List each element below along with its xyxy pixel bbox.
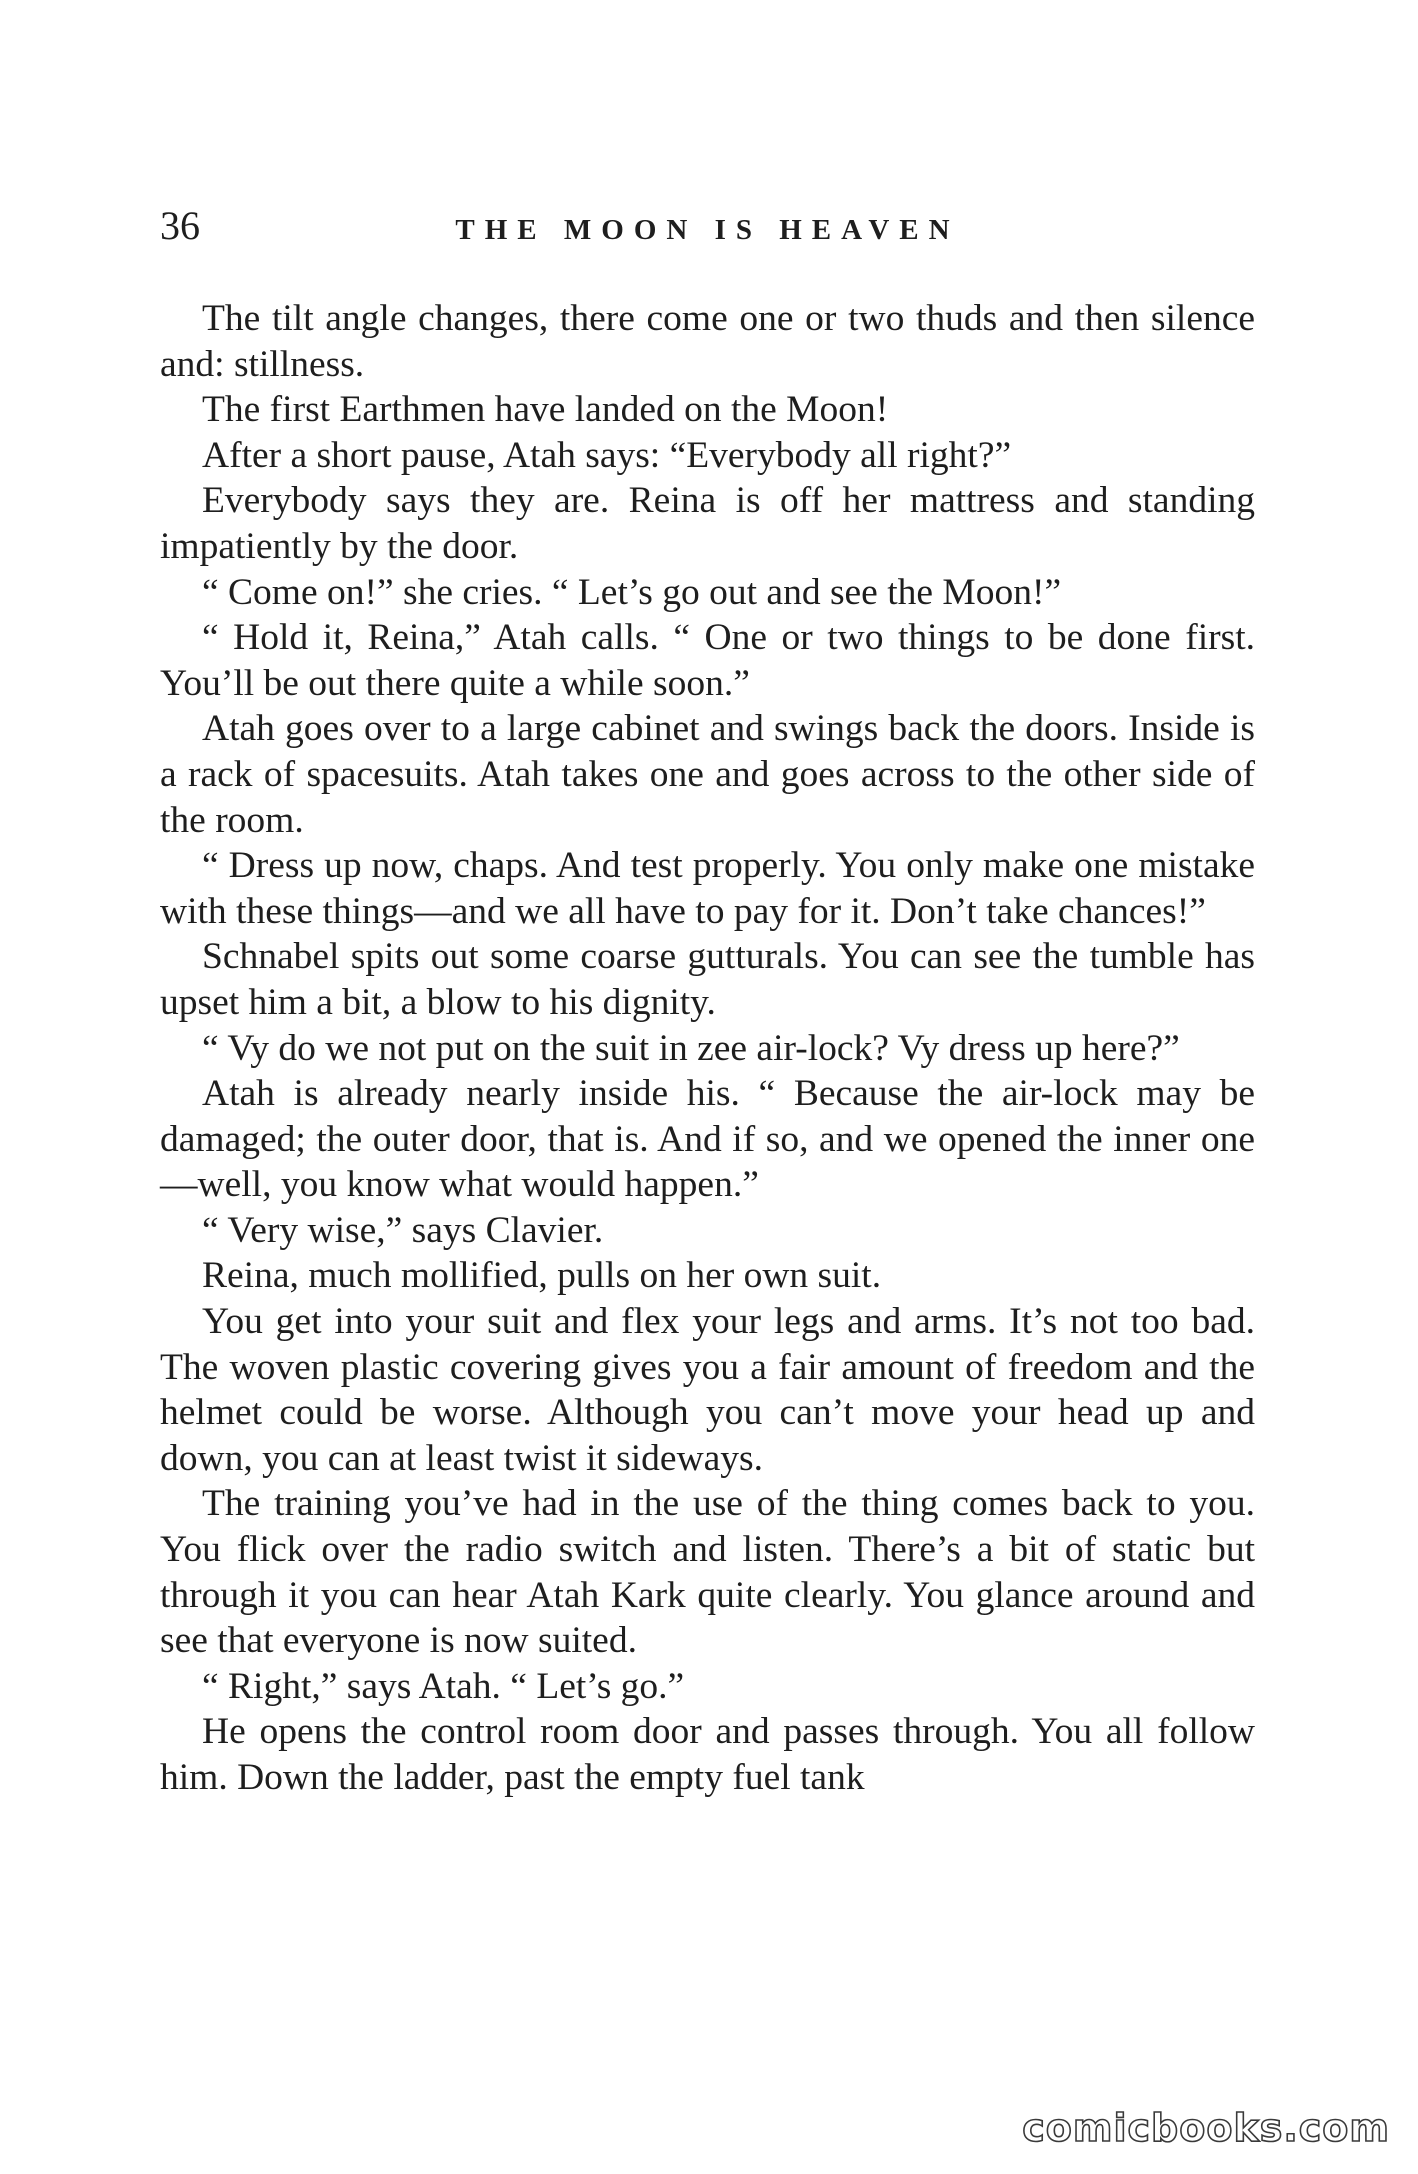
paragraph: After a short pause, Atah says: “Everybody all right?” xyxy=(202,434,1012,476)
running-title: THE MOON IS HEAVEN xyxy=(455,214,960,246)
watermark-logo: comicbooks.com xyxy=(1022,2106,1390,2150)
paragraph: “ Vy do we not put on the suit in zee air-lock? Vy dress up here?” xyxy=(202,1027,1180,1069)
paragraph: Atah goes over to a large cabinet and swings back the doors. Inside is a rack of spacesuits. Atah takes one and goes across to the other side of the room. xyxy=(160,708,1255,841)
page-number: 36 xyxy=(160,203,200,248)
paragraph: He opens the control room door and passes through. You all follow him. Down the ladder, past the empty fuel tank xyxy=(160,1711,1255,1798)
paragraph: Atah is already nearly inside his. “ Because the air-lock may be damaged; the outer door, that is. And if so, and we opened the inner one—well, you know what would happen.” xyxy=(160,1073,1255,1206)
paragraph: “ Dress up now, chaps. And test properly. You only make one mistake with these things—and we all have to pay for it. Don’t take chances!” xyxy=(160,845,1255,932)
body-text xyxy=(160,296,1255,1801)
paragraph: “ Come on!” she cries. “ Let’s go out and see the Moon!” xyxy=(202,571,1062,613)
page-header xyxy=(160,196,1255,256)
paragraph: The tilt angle changes, there come one or two thuds and then silence and: stillness. xyxy=(160,298,1255,385)
paragraph: You get into your suit and flex your legs and arms. It’s not too bad. The woven plastic covering gives you a fair amount of freedom and the helmet could be worse. Although you can’t move your head up and down, you can at least twist it sideways. xyxy=(160,1301,1255,1479)
paragraph: Schnabel spits out some coarse gutturals. You can see the tumble has upset him a bit, a blow to his dignity. xyxy=(160,936,1255,1023)
paragraph: The training you’ve had in the use of the thing comes back to you. You flick over the radio switch and listen. There’s a bit of static but through it you can hear Atah Kark quite clearly. You glance around and see that everyone is now suited. xyxy=(160,1483,1255,1662)
paragraph: Reina, much mollified, pulls on her own suit. xyxy=(202,1255,882,1297)
paragraph: Everybody says they are. Reina is off her mattress and standing impatiently by the door. xyxy=(160,480,1255,567)
paragraph: The first Earthmen have landed on the Moon! xyxy=(202,389,889,431)
paragraph: “ Hold it, Reina,” Atah calls. “ One or two things to be done first. You’ll be out there quite a while soon.” xyxy=(160,617,1255,704)
paragraph: “ Very wise,” says Clavier. xyxy=(202,1209,604,1251)
paragraph: “ Right,” says Atah. “ Let’s go.” xyxy=(202,1665,685,1707)
